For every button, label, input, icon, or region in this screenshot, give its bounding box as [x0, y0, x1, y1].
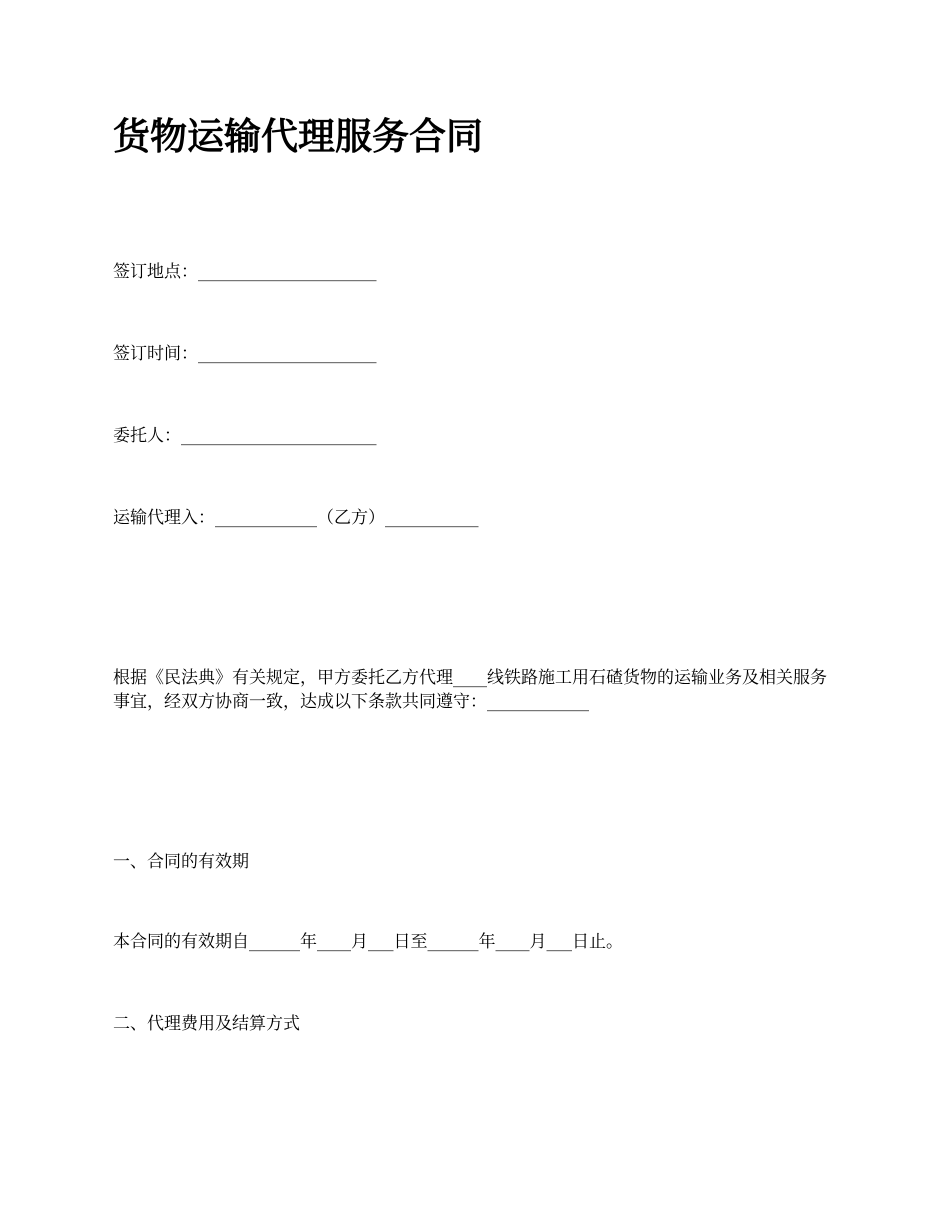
sign-time-field: 签订时间：_____________________ — [113, 344, 377, 364]
section-heading-fees: 二、代理费用及结算方式 — [113, 1014, 300, 1034]
principal-field: 委托人：_______________________ — [113, 426, 377, 446]
agent-field: 运输代理入：____________（乙方）___________ — [113, 508, 479, 528]
section-heading-validity: 一、合同的有效期 — [113, 852, 249, 872]
section-body-validity: 本合同的有效期自______年____月___日至______年____月___日止。 — [113, 932, 623, 952]
sign-place-field: 签订地点：_____________________ — [113, 262, 377, 282]
document-title: 货物运输代理服务合同 — [113, 114, 483, 158]
intro-paragraph: 根据《民法典》有关规定，甲方委托乙方代理____线铁路施工用石碴货物的运输业务及相关服务事宜，经双方协商一致，达成以下条款共同遵守：____________ — [113, 668, 827, 712]
